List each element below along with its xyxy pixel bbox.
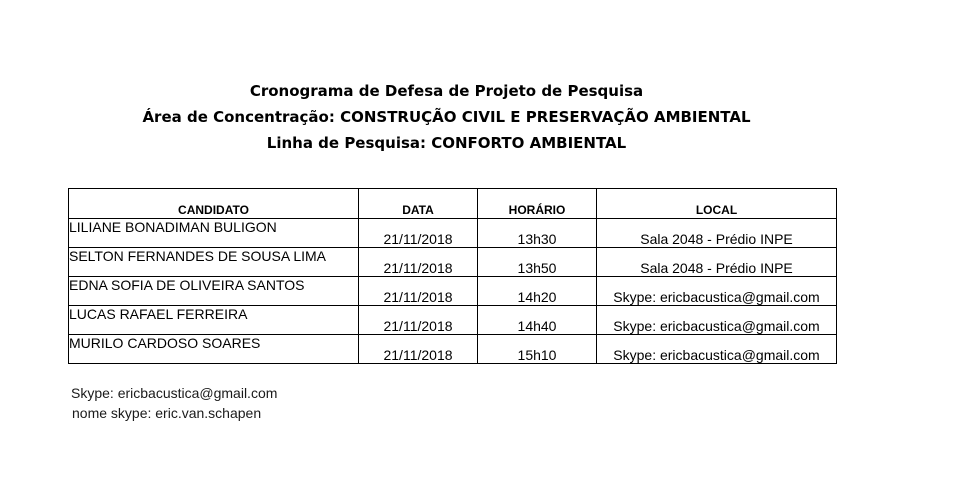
defense-time: 14h20	[478, 277, 597, 306]
research-line: Linha de Pesquisa: CONFORTO AMBIENTAL	[266, 134, 627, 152]
concentration-area: Área de Concentração: CONSTRUÇÃO CIVIL E PRESERVAÇÃO AMBIENTAL	[142, 108, 751, 126]
defense-date: 21/11/2018	[359, 335, 478, 364]
defense-date: 21/11/2018	[359, 277, 478, 306]
candidate-name: SELTON FERNANDES DE SOUSA LIMA	[69, 248, 359, 277]
defense-date: 21/11/2018	[359, 306, 478, 335]
defense-location: Skype: ericbacustica@gmail.com	[597, 335, 837, 364]
defense-schedule-table	[68, 188, 837, 364]
column-header-horario: HORÁRIO	[478, 189, 597, 219]
defense-time: 14h40	[478, 306, 597, 335]
table-row	[69, 277, 837, 306]
defense-time: 15h10	[478, 335, 597, 364]
table-row	[69, 219, 837, 248]
column-header-candidato: CANDIDATO	[69, 189, 359, 219]
defense-time: 13h30	[478, 219, 597, 248]
column-header-data: DATA	[359, 189, 478, 219]
defense-date: 21/11/2018	[359, 248, 478, 277]
document-header	[0, 78, 893, 156]
contact-note	[71, 383, 277, 423]
skype-email: Skype: ericbacustica@gmail.com	[71, 385, 278, 401]
defense-location: Sala 2048 - Prédio INPE	[597, 248, 837, 277]
defense-location: Sala 2048 - Prédio INPE	[597, 219, 837, 248]
defense-location: Skype: ericbacustica@gmail.com	[597, 306, 837, 335]
candidate-name: MURILO CARDOSO SOARES	[69, 335, 359, 364]
defense-date: 21/11/2018	[359, 219, 478, 248]
defense-time: 13h50	[478, 248, 597, 277]
document-title: Cronograma de Defesa de Projeto de Pesquisa	[249, 82, 644, 100]
table-row	[69, 335, 837, 364]
column-header-local: LOCAL	[597, 189, 837, 219]
table-header-row	[69, 189, 837, 219]
skype-username: nome skype: eric.van.schapen	[72, 405, 262, 421]
candidate-name: LILIANE BONADIMAN BULIGON	[69, 219, 359, 248]
table-row	[69, 248, 837, 277]
defense-location: Skype: ericbacustica@gmail.com	[597, 277, 837, 306]
table-row	[69, 306, 837, 335]
candidate-name: EDNA SOFIA DE OLIVEIRA SANTOS	[69, 277, 359, 306]
candidate-name: LUCAS RAFAEL FERREIRA	[69, 306, 359, 335]
